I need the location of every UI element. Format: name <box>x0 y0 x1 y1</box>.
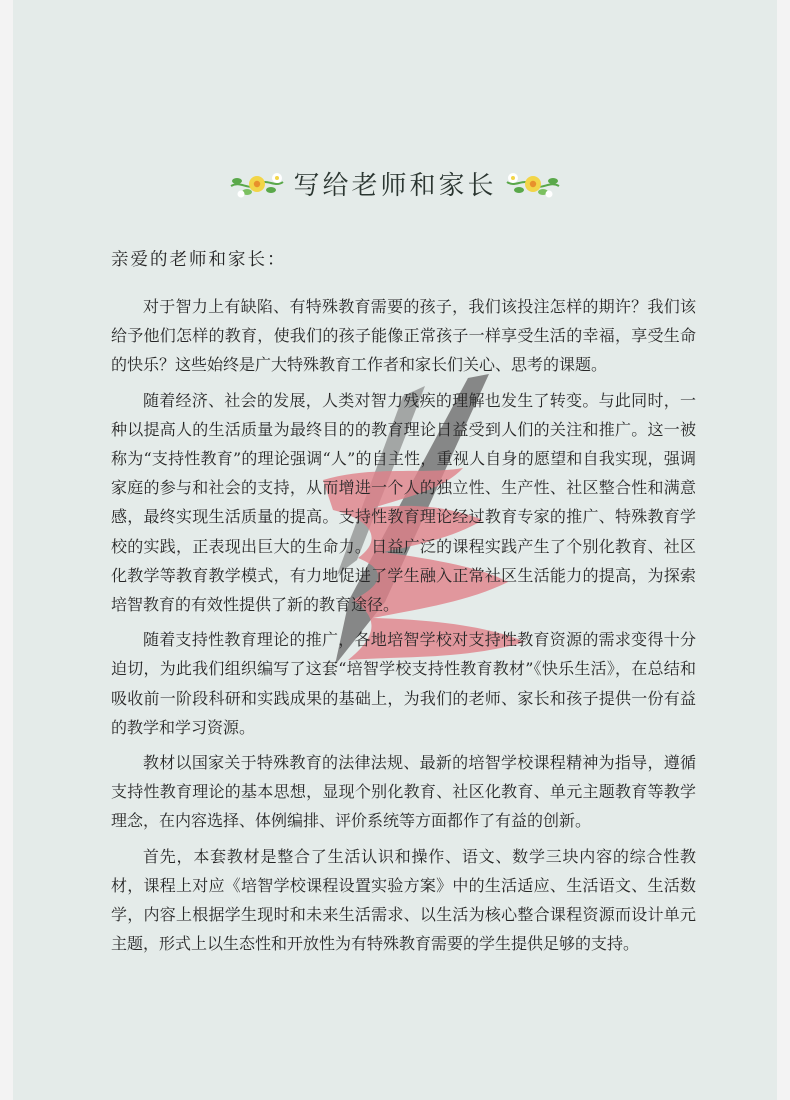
flower-vine-icon <box>227 166 285 202</box>
flower-vine-icon <box>505 166 563 202</box>
paragraph: 首先，本套教材是整合了生活认识和操作、语文、数学三块内容的综合性教材，课程上对应《培智学校课程设置实验方案》中的生活适应、生活语文、生活数学，内容上根据学生现时和未来生活需求、以生活为核心整合课程资源而设计单元主题，形式上以生态性和开放性为有特殊教育需要的学生提供足够的支持。 <box>111 846 696 954</box>
page-title: 写给老师和家长 <box>293 171 497 201</box>
paragraph: 对于智力上有缺陷、有特殊教育需要的孩子，我们该投注怎样的期许？我们该给予他们怎样的教育，使我们的孩子能像正常孩子一样享受生活的幸福，享受生命的快乐？这些始终是广大特殊教育工作者和家长们关心、思考的课题。 <box>111 297 696 375</box>
page <box>13 0 777 1100</box>
letter-body <box>111 292 696 964</box>
paragraph: 随着支持性教育理论的推广，各地培智学校对支持性教育资源的需求变得十分迫切，为此我们组织编写了这套“培智学校支持性教育教材”《快乐生活》，在总结和吸收前一阶段科研和实践成果的基础上，为我们的老师、家长和孩子提供一份有益的教学和学习资源。 <box>111 630 696 737</box>
title-row <box>0 165 790 202</box>
paragraph: 随着经济、社会的发展，人类对智力残疾的理解也发生了转变。与此同时，一种以提高人的生活质量为最终目的的教育理论日益受到人们的关注和推广。这一被称为“支持性教育”的理论强调“人”的自主性，重视人自身的愿望和自我实现，强调家庭的参与和社会的支持，从而增进一个人的独立性、生产性、社区整合性和满意感，最终实现生活质量的提高。支持性教育理论经过教育专家的推广、特殊教育学校的实践，正表现出巨大的生命力。日益广泛的课程实践产生了个别化教育、社区化教学等教育教学模式，有力地促进了学生融入正常社区生活能力的提高，为探索培智教育的有效性提供了新的教育途径。 <box>111 390 696 615</box>
letter-greeting: 亲爱的老师和家长： <box>111 250 287 270</box>
paragraph: 教材以国家关于特殊教育的法律法规、最新的培智学校课程精神为指导，遵循支持性教育理论的基本思想，显现个别化教育、社区化教育、单元主题教育等教学理念，在内容选择、体例编排、评价系统等方面都作了有益的创新。 <box>111 753 696 831</box>
